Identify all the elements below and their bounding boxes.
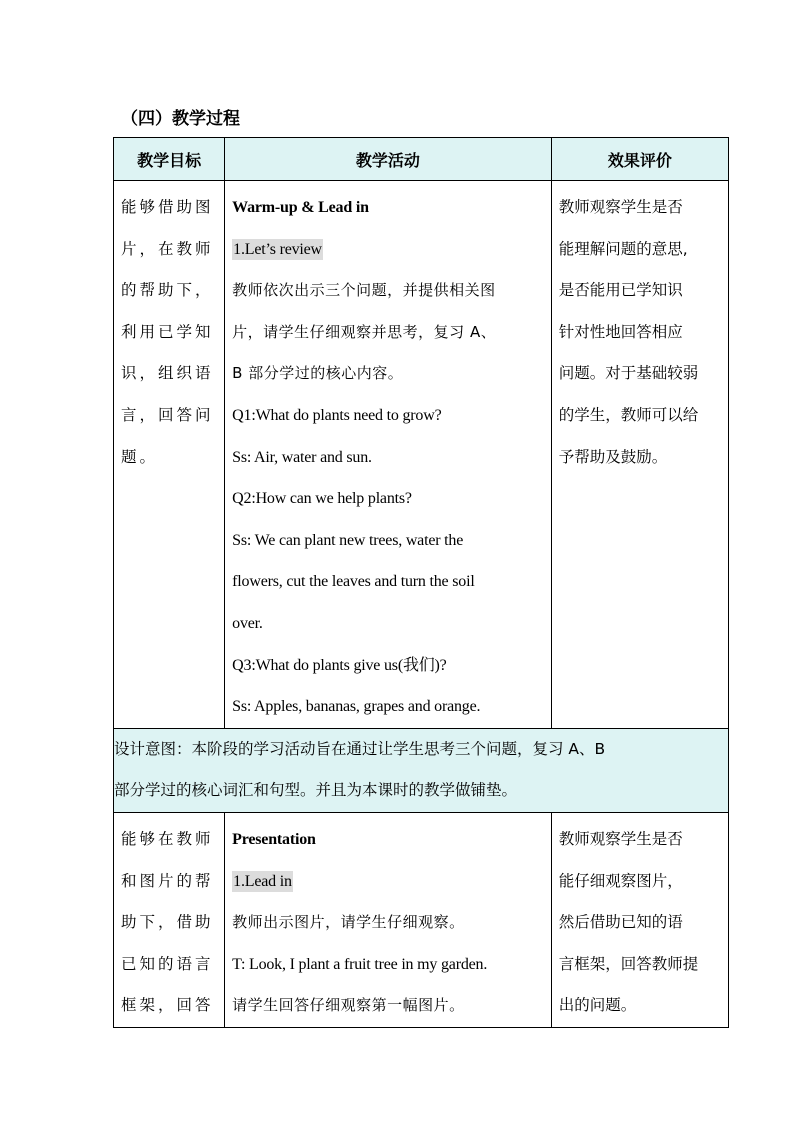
activity-cell [225,812,552,1027]
goal-line: 识，组织语 [121,364,214,383]
evaluation-line: 能仔细观察图片， [558,871,683,890]
evaluation-line: 然后借助已知的语 [558,913,683,932]
activity-cell [225,181,552,729]
goal-line: 片，在教师 [121,239,214,258]
evaluation-cell [551,181,728,729]
header-goal: 教学目标 [114,138,225,181]
evaluation-line: 的学生，教师可以给 [558,405,699,424]
header-evaluation: 效果评价 [551,138,728,181]
goal-line: 能够在教师 [121,829,214,848]
evaluation-line: 能理解问题的意思, [558,239,688,258]
evaluation-cell [551,812,728,1027]
activity-step: 1.Let’s review [233,240,322,258]
goal-line: 和图片的帮 [121,871,214,890]
activity-heading: Presentation [232,830,316,848]
activity-heading: Warm-up & Lead in [232,199,369,216]
goal-line: 题。 [121,447,159,466]
section-title: （四）教学过程 [121,109,240,129]
goal-line: 能够借助图 [121,198,214,216]
teaching-process-table [113,137,729,1028]
evaluation-line: 言框架，回答教师提 [558,954,699,973]
evaluation-line: 针对性地回答相应 [558,322,683,341]
table-row [114,812,729,1027]
evaluation-line: 是否能用已学知识 [558,281,683,300]
goal-line: 已知的语言 [121,954,214,973]
evaluation-line: 教师观察学生是否 [558,198,683,216]
design-intent-row [114,728,729,812]
design-intent-line: 部分学过的核心词汇和句型。并且为本课时的教学做铺垫。 [114,781,518,800]
goal-cell [114,812,225,1027]
header-activity: 教学活动 [225,138,552,181]
activity-line: Q1:What do plants need to grow? [232,406,442,424]
activity-line: Ss: We can plant new trees, water the [232,531,464,549]
activity-line: Q3:What do plants give us(我们)? [232,656,447,674]
design-intent-line: 设计意图：本阶段的学习活动旨在通过让学生思考三个问题，复习 A、B [114,739,606,758]
goal-line: 言，回答问 [121,405,214,424]
evaluation-line: 问题。对于基础较弱 [558,364,699,383]
activity-step: 1.Lead in [233,872,292,890]
goal-cell [114,181,225,729]
activity-line: Q2:How can we help plants? [232,490,412,508]
goal-line: 助下，借助 [121,913,214,932]
evaluation-line: 出的问题。 [558,996,637,1015]
activity-line: 教师出示图片，请学生仔细观察。 [232,913,465,932]
design-intent-cell [114,728,729,812]
activity-line: flowers, cut the leaves and turn the soil [232,573,475,591]
evaluation-line: 予帮助及鼓励。 [558,447,668,466]
activity-line: 请学生回答仔细观察第一幅图片。 [232,996,465,1015]
activity-line: 教师依次出示三个问题，并提供相关图 [232,281,496,300]
activity-line: over. [232,614,263,632]
activity-line: Ss: Air, water and sun. [232,448,372,466]
activity-line: T: Look, I plant a fruit tree in my garden. [232,955,488,973]
goal-line: 利用已学知 [121,322,214,341]
goal-line: 的帮助下， [121,281,214,300]
header-row [114,138,729,181]
table-row [114,181,729,729]
activity-line: 片，请学生仔细观察并思考，复习 A、 [232,322,497,341]
goal-line: 框架，回答 [121,996,214,1015]
evaluation-line: 教师观察学生是否 [558,829,683,848]
activity-line: B 部分学过的核心内容。 [232,364,404,383]
activity-line: Ss: Apples, bananas, grapes and orange. [232,698,481,716]
